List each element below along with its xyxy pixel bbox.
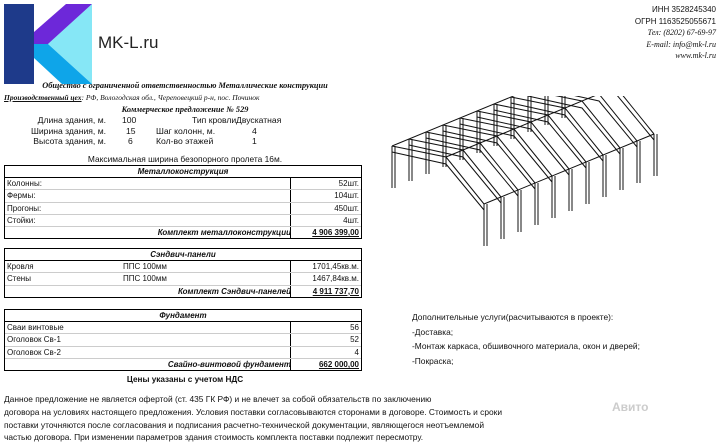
table-row (5, 347, 361, 359)
extra-service-item: -Монтаж каркаса, обшивочного материала, окон и дверей; (412, 341, 640, 351)
param-label: Высота здания, м. (33, 136, 106, 146)
total-row (5, 227, 361, 238)
param-value: 6 (128, 136, 133, 146)
table-row (5, 215, 361, 227)
production-text: : РФ, Вологодская обл., Череповецкий р-н, пос. Починок (81, 93, 260, 102)
row-value: 56 (350, 323, 359, 332)
extra-service-item: -Доставка; (412, 326, 454, 337)
extra-service-item: -Покраска; (412, 355, 454, 366)
extra-services-title: Дополнительные услуги(расчитываются в проекте): (412, 312, 614, 322)
row-label: Сваи винтовые (7, 323, 64, 332)
production-address (4, 93, 259, 102)
row-label: Колонны: (7, 179, 42, 188)
param-row (0, 115, 370, 126)
row-value: 1701,45кв.м. (312, 262, 359, 271)
total-value: 4 911 737,70 (312, 286, 359, 296)
row-label: Стойки: (7, 215, 36, 225)
total-value: 662 000,00 (318, 359, 359, 369)
building-params (0, 115, 370, 147)
logo-icon (4, 4, 92, 84)
param-value: 15 (126, 125, 136, 136)
brand-name[interactable]: MK-L.ru (98, 33, 159, 52)
param-label: Кол-во этажей (156, 136, 214, 146)
disclaimer-line: договора на условиях настоящего предложения. Условия поставки согласовываются сторонами в договоре. Стоимость и сроки (4, 406, 503, 417)
watermark: Авито (612, 400, 649, 414)
param-value: Двускатная (236, 115, 282, 125)
foundation-table-title: Фундамент (5, 310, 361, 322)
param-value: 4 (252, 125, 257, 136)
row-value: 4шт. (343, 215, 359, 225)
param-value: 100 (122, 115, 137, 125)
row-material: ППС 100мм (123, 274, 167, 284)
param-label: Шаг колонн, м. (156, 125, 216, 136)
total-row (5, 359, 361, 370)
row-label: Оголовок Св-1 (7, 335, 61, 345)
table-row (5, 334, 361, 346)
row-label: Оголовок Св-2 (7, 347, 61, 357)
row-value: 450шт. (334, 203, 359, 213)
row-label: Стены (7, 274, 31, 284)
param-label: Ширина здания, м. (31, 125, 106, 136)
table-row (5, 322, 361, 334)
row-value: 4 (354, 347, 359, 357)
total-label: Свайно-винтовой фундамент (167, 359, 291, 369)
contacts-block (635, 4, 716, 62)
max-span-note: Максимальная ширина безопорного пролета 16м. (87, 154, 283, 164)
sandwich-table (4, 248, 362, 298)
row-value: 52 (350, 335, 359, 345)
row-value: 1467,84кв.м. (312, 274, 359, 284)
table-row (5, 178, 361, 190)
ogrn: ОГРН 1163525055671 (634, 16, 716, 26)
inn: ИНН 3528245340 (651, 5, 716, 14)
production-label: Производственный цех (4, 93, 82, 102)
row-label: Прогоны: (7, 203, 42, 213)
metal-table-title: Металлоконструкция (5, 166, 361, 178)
param-value: 1 (252, 136, 257, 146)
row-value: 104шт. (334, 191, 359, 201)
email[interactable]: E-mail: info@mk-l.ru (646, 39, 716, 49)
row-label: Кровля (7, 262, 34, 271)
total-label: Комплект Сэндвич-панелей (178, 286, 291, 296)
total-value: 4 906 399,00 (312, 228, 359, 238)
sandwich-table-title: Сэндвич-панели (5, 249, 361, 261)
total-label: Комплект металлоконструкции (157, 228, 291, 238)
table-row (5, 203, 361, 215)
vat-note: Цены указаны с учетом НДС (126, 375, 244, 384)
table-row (5, 261, 361, 273)
company-name: Общество с ограниченной ответственностью Металлические конструкции (42, 81, 328, 90)
row-label: Фермы: (7, 191, 36, 201)
table-row (5, 190, 361, 202)
param-row (0, 136, 370, 147)
disclaimer (4, 393, 524, 444)
disclaimer-line: поставки уточняются после согласования и подписания расчетно-технической документации, являющегося неотъемлемой (4, 419, 485, 430)
table-row (5, 273, 361, 285)
foundation-table (4, 309, 362, 371)
row-material: ППС 100мм (123, 262, 167, 271)
param-row (0, 126, 370, 137)
disclaimer-line: частью договора. При изменении параметров здания стоимость комплекта поставки подлежит пересмотру. (4, 432, 424, 443)
website[interactable]: www.mk-l.ru (675, 51, 716, 60)
extra-services (412, 310, 640, 368)
building-frame-drawing (372, 96, 676, 282)
metal-table (4, 165, 362, 239)
row-value: 52шт. (338, 179, 359, 188)
offer-title: Коммерческое предложение № 529 (121, 105, 249, 114)
disclaimer-line: Данное предложение не является офертой (ст. 435 ГК РФ) и не влечет за собой обязательств по заключению (4, 394, 432, 404)
phone[interactable]: Тел: (8202) 67-69-97 (647, 28, 716, 37)
param-label: Тип кровли (192, 115, 237, 125)
total-row (5, 286, 361, 297)
param-label: Длина здания, м. (37, 115, 106, 125)
